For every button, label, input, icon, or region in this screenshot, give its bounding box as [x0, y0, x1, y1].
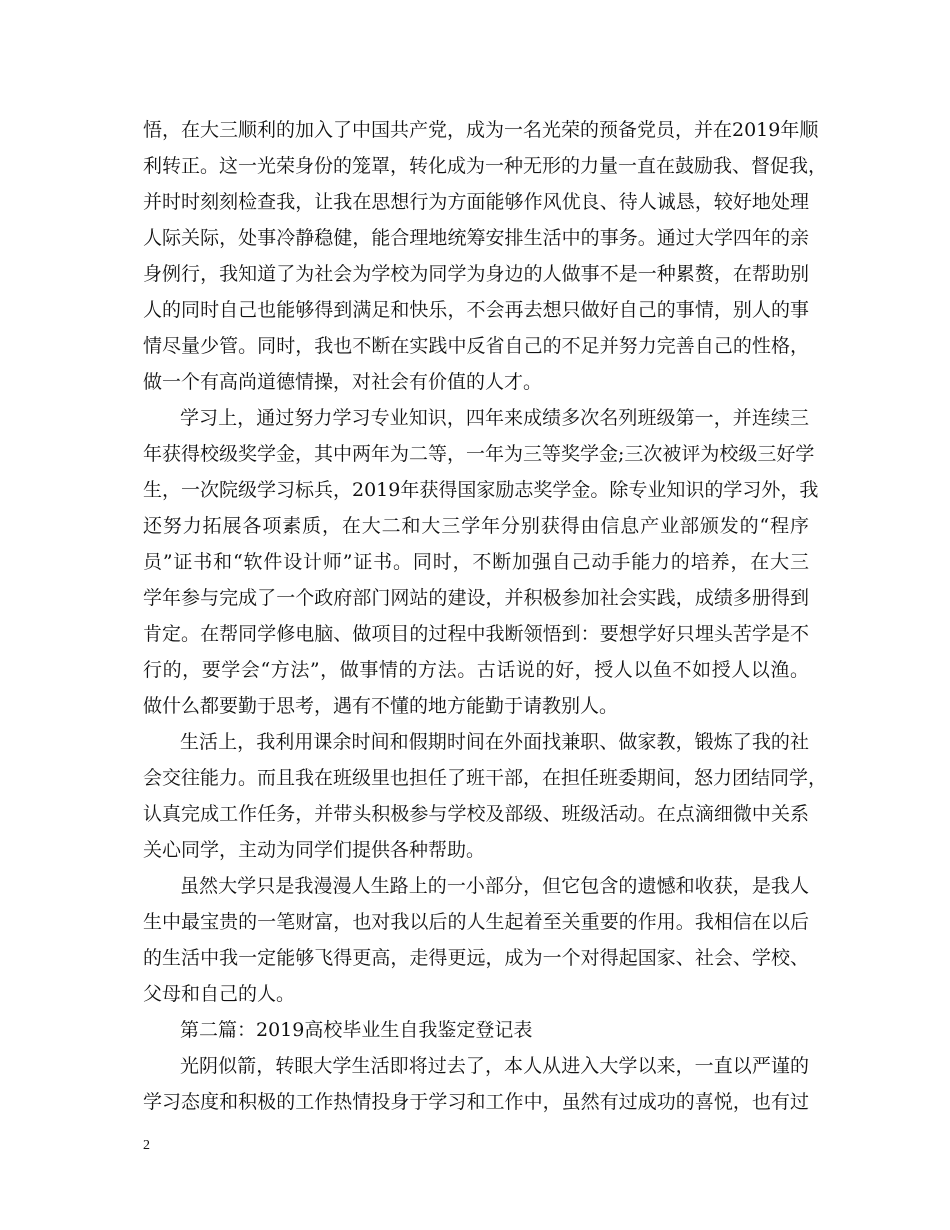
text-line: 学年参与完成了一个政府部门网站的建设，并积极参加社会实践，成绩多册得到	[143, 587, 809, 609]
text-line: 学习态度和积极的工作热情投身于学习和工作中，虽然有过成功的喜悦，也有过	[143, 1091, 809, 1113]
text-line: 肯定。在帮同学修电脑、做项目的过程中我断领悟到：要想学好只埋头苦学是不	[143, 623, 809, 645]
text-line: 的生活中我一定能够飞得更高，走得更远，成为一个对得起国家、社会、学校、	[143, 947, 809, 969]
paragraph-first-line: 虽然大学只是我漫漫人生路上的一小部分，但它包含的遗憾和收获，是我人	[180, 875, 809, 897]
text-line: 生中最宝贵的一笔财富，也对我以后的人生起着至关重要的作用。我相信在以后	[143, 911, 809, 933]
text-line: 还努力拓展各项素质，在大二和大三学年分别获得由信息产业部颁发的“程序	[143, 515, 809, 537]
paragraph-first-line: 生活上，我利用课余时间和假期时间在外面找兼职、做家教，锻炼了我的社	[180, 731, 809, 753]
text-line: 会交往能力。而且我在班级里也担任了班干部，在担任班委期间，怒力团结同学，	[143, 767, 828, 789]
text-line: 做什么都要勤于思考，遇有不懂的地方能勤于请教别人。	[143, 695, 619, 717]
page-number: 2	[143, 1138, 150, 1153]
text-line: 员”证书和“软件设计师”证书。同时，不断加强自己动手能力的培养，在大三	[143, 551, 809, 573]
text-line: 关心同学，主动为同学们提供各种帮助。	[143, 839, 486, 861]
text-line: 人际关际，处事冷静稳健，能合理地统筹安排生活中的事务。通过大学四年的亲	[143, 227, 809, 249]
text-line: 年获得校级奖学金，其中两年为二等，一年为三等奖学金;三次被评为校级三好学	[143, 443, 815, 465]
text-line: 认真完成工作任务，并带头积极参与学校及部级、班级活动。在点滴细微中关系	[143, 803, 809, 825]
text-line: 悟，在大三顺利的加入了中国共产党，成为一名光荣的预备党员，并在2019年顺	[143, 119, 819, 141]
text-line: 身例行，我知道了为社会为学校为同学为身边的人做事不是一种累赘，在帮助别	[143, 263, 809, 285]
text-line: 人的同时自己也能够得到满足和快乐，不会再去想只做好自己的事情，别人的事	[143, 299, 809, 321]
text-line: 做一个有高尚道德情操，对社会有价值的人才。	[143, 371, 543, 393]
paragraph-first-line: 学习上，通过努力学习专业知识，四年来成绩多次名列班级第一，并连续三	[180, 407, 809, 429]
text-line: 生，一次院级学习标兵，2019年获得国家励志奖学金。除专业知识的学习外，我	[143, 479, 819, 501]
section-heading: 第二篇：2019高校毕业生自我鉴定登记表	[180, 1019, 533, 1041]
text-line: 利转正。这一光荣身份的笼罩，转化成为一种无形的力量一直在鼓励我、督促我，	[143, 155, 828, 177]
text-line: 父母和自己的人。	[143, 983, 296, 1005]
text-line: 行的，要学会“方法”，做事情的方法。古话说的好，授人以鱼不如授人以渔。	[143, 659, 809, 681]
paragraph-first-line: 光阴似箭，转眼大学生活即将过去了，本人从进入大学以来，一直以严谨的	[180, 1055, 809, 1077]
text-line: 并时时刻刻检查我，让我在思想行为方面能够作风优良、待人诚恳，较好地处理	[143, 191, 809, 213]
text-line: 情尽量少管。同时，我也不断在实践中反省自己的不足并努力完善自己的性格，	[143, 335, 809, 357]
